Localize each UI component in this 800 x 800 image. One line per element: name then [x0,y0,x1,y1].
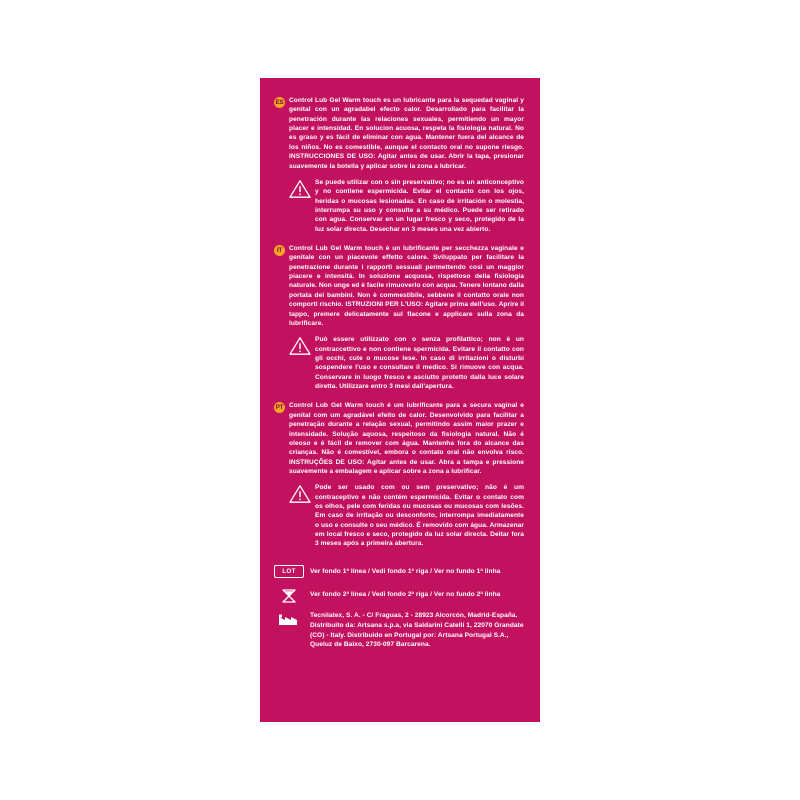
language-body-it: Control Lub Gel Warm touch è un lubrificante per secchezza vaginale e genitale con un piacevole effetto calore. Sviluppato per facilitare la penetrazione durante i rapporti sessuali permettendo così un maggior piacere e intensità. In soluzione acquosa, rispettoso della fisiologia naturale. Non unge ed è facile rimuoverlo con acqua. Tenere lontano dalla portata dei bambini. Non è commestibile, sebbene il contatto orale non comporti rischio. ISTRUZIONI PER L'USO: Agitare prima dell'uso. Aprire il tappo, premere delicatamente sul flacone e applicare sulla zona da lubrificare. [289,245,524,327]
warning-triangle-icon [289,179,311,199]
lot-label: LOT [274,565,304,578]
language-block-pt [274,401,524,548]
expiry-row [274,588,524,604]
expiry-text: Ver fondo 2ª línea / Vedi fondo 2ª riga / Ver no fundo 2ª linha [310,590,501,598]
language-block-es [274,96,524,234]
manufacturer-text: Tecnilatex, S. A. - C/ Fraguas, 2 - 28923 Alcorcón, Madrid-España. Distribuito da: Artsana s.p.a, via Saldarini Catelli 1, 22070 Grandate (CO) - Italy. Distribuido en Portugal por: Artsana Portugal S.A., Queluz de Baixo, 2730-097 Barcarena. [310,611,524,649]
warning-row-pt [289,483,524,549]
warning-row-it [289,335,524,391]
language-body-es: Control Lub Gel Warm touch es un lubricante para la sequedad vaginal y genital con un agradabel efecto calor. Desarrollado para facilitar la penetración durante las relaciones sexuales, permitiendo un mayor placer e intensidad. En solucion acuosa, respeta la fisiología natural. No es graso y es fácil de eliminar con agua. Mantener fuera del alcance de los niños. No es comestible, aunque el contacto oral no supone riesgo. INSTRUCCIONES DE USO: Agitar antes de usar. Abrir la tapa, presionar suavemente la botella y aplicar sobre la zona a lubricar. [289,97,524,170]
language-badge-es: ES [275,99,284,106]
lot-batch-icon [274,565,304,581]
footer-section [274,565,524,651]
factory-manufacturer-icon [274,611,304,627]
warning-triangle-icon [289,336,311,356]
language-block-it [274,244,524,391]
lot-row [274,565,524,581]
language-badge-pt: PT [275,404,284,412]
warning-text-es: Se puede utilizar con o sin preservativo; no es un anticonceptivo y no contiene espermicida. Evitar el contacto con los ojos, heridas o mucosas lesionadas. En caso de irritación o molestia, interrumpa su uso y consulte a su médico. Puede ser retirado con agua. Conservar en un lugar fresco y seco, protegido de la luz solar directa. Desechar en 3 meses una vez abierto. [315,178,524,233]
lot-text: Ver fondo 1ª línea / Vedi fondo 1ª riga / Ver no fundo 1ª linha [310,567,501,575]
warning-triangle-icon [289,484,311,504]
language-body-pt: Control Lub Gel Warm touch é um lubrificante para a secura vaginal e genital com um agradável efeito de calor. Desenvolvido para facilitar a penetração durante a relação sexual, permitindo assim maior prazer e intensidade. Solução aquosa, respeitoso da fisiologia natural. Não é oleoso e é fácil de remover com água. Mantenha fora do alcance das crianças. Não é comestível, embora o contato oral não envolva risco. INSTRUÇÕES DE USO: Agitar antes de usar. Abra a tampa e pressione suavemente a embalagem e aplicar sobre a zona a lubrificar. [289,402,524,475]
warning-text-it: Può essere utilizzato con o senza profilattico; non è un contraccettivo e non contiene spermicida. Evitare il contatto con gli occhi, cute o mucose lese. In caso di irritazioni o disturbi sospendere l'uso e consultare il medico. Si rimuove con acqua. Conservare in luogo fresco e asciutto protetto dalla luce solare diretta. Utilizzare entro 3 mesi dall'apertura. [315,336,524,391]
warning-row-es [289,178,524,234]
manufacturer-row [274,611,524,651]
warning-text-pt: Pode ser usado com ou sem preservativo; não é um contraceptivo e não contém espermicida. Evitar o contato com os olhos, pele com feridas ou mucosas ou mucosas com lesões. Em caso de irritação ou desconforto, interrompa imediatamente o uso e consulte o seu médico. É removido com água. Armazenar em local fresco e seco, protegido da luz solar directa. Deitar fora 3 meses após a primeira abertura. [315,484,524,548]
language-badge-it: IT [274,245,285,256]
label-panel [260,78,540,722]
hourglass-expiry-icon [274,588,304,604]
